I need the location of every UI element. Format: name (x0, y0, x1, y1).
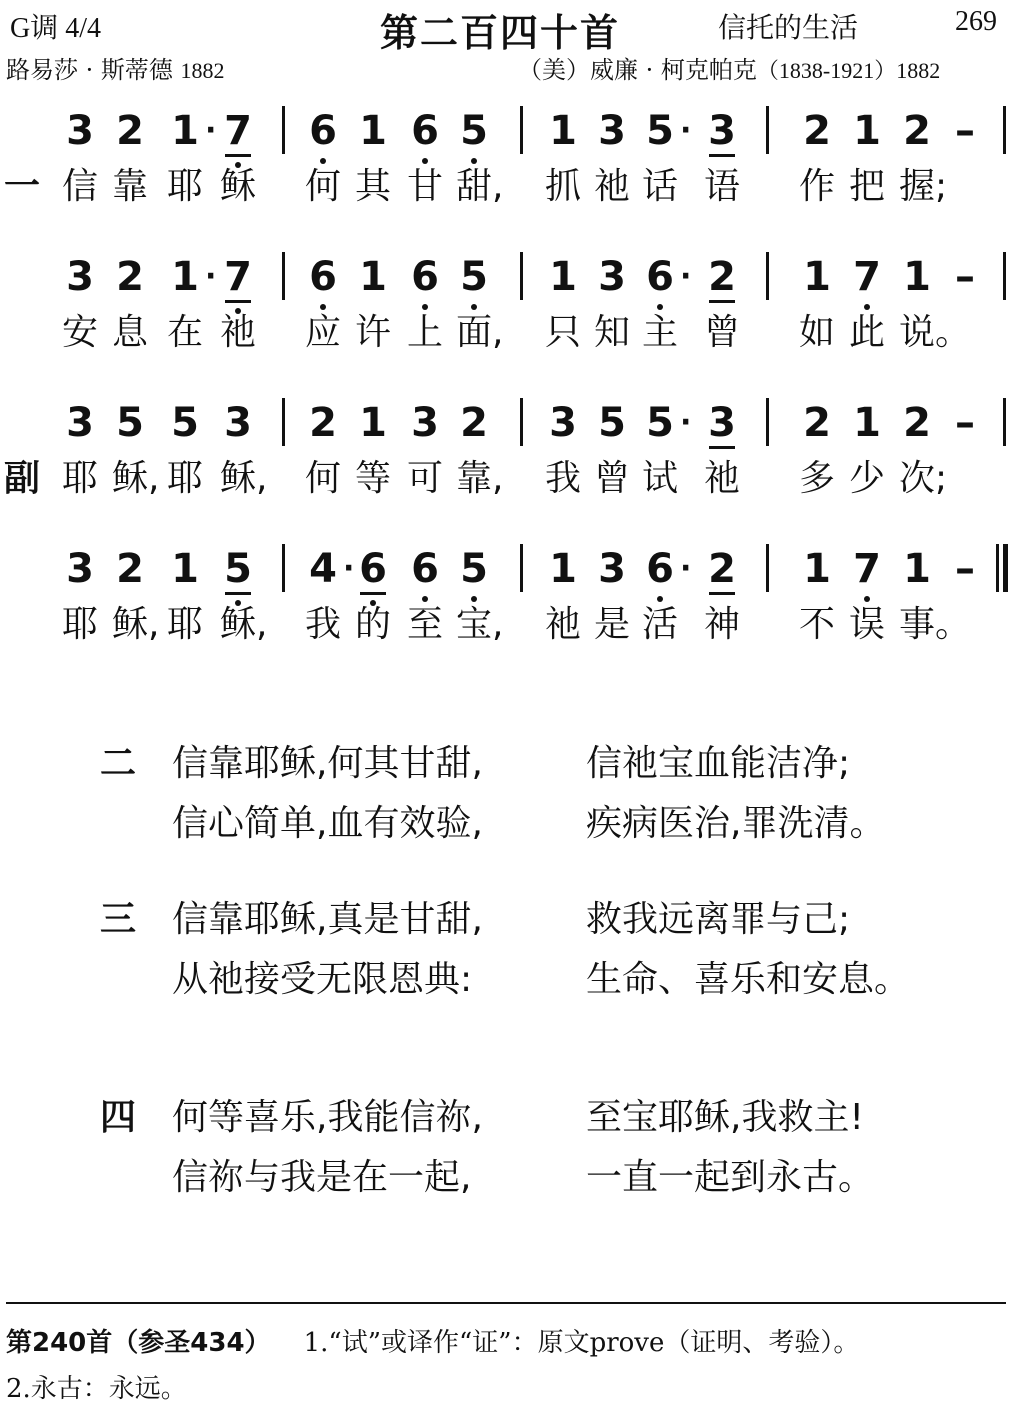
note-digit: 5 (646, 400, 674, 446)
barline (520, 252, 523, 300)
lyric-syllable: 曾 (594, 458, 631, 499)
lyric-syllable: 靠, (456, 458, 504, 499)
lyric-syllable: 稣, (220, 604, 268, 645)
hold-dash: – (955, 254, 975, 300)
augmentation-dot: · (680, 405, 692, 440)
lyric-syllable: 次; (899, 458, 948, 499)
footnote-ref: 第240首（参圣434） (6, 1328, 271, 1358)
lyricist-year: 1882 (180, 58, 225, 83)
lyric-syllable: 把 (849, 166, 886, 207)
composer-dates: （1838-1921）1882 (756, 58, 941, 83)
lyric-syllable: 靠 (112, 166, 149, 207)
verse-line-second-half: 生命、喜乐和安息。 (586, 959, 911, 1000)
note-digit: 2 (309, 400, 337, 446)
verse-number: 三 (100, 899, 137, 940)
eighth-underline (360, 592, 386, 595)
eighth-underline (709, 154, 735, 157)
note-digit: 2 (116, 108, 144, 154)
lyric-syllable: 耶 (62, 458, 99, 499)
low-octave-dot (471, 596, 477, 602)
hold-dash: – (955, 400, 975, 446)
note-digit: 3 (708, 400, 736, 446)
lyric-syllable: 甜, (456, 166, 504, 207)
note-digit: 3 (66, 400, 94, 446)
note-digit: 5 (460, 254, 488, 300)
augmentation-dot: · (680, 259, 692, 294)
barline (282, 398, 285, 446)
note-digit: 2 (460, 400, 488, 446)
lyric-syllable: 少 (849, 458, 886, 499)
footnote-2: 2.永古：永远。 (6, 1374, 187, 1404)
barline (520, 106, 523, 154)
note-digit: 7 (853, 254, 881, 300)
lyric-syllable: 耶 (167, 458, 204, 499)
barline (282, 252, 285, 300)
note-digit: 2 (803, 400, 831, 446)
lyric-syllable: 宝, (456, 604, 504, 645)
lyric-syllable: 在 (167, 312, 204, 353)
lyric-syllable: 只 (545, 312, 582, 353)
lyric-syllable: 等 (355, 458, 392, 499)
note-digit: 3 (66, 254, 94, 300)
lyric-syllable: 多 (799, 458, 836, 499)
lyric-syllable: 至 (407, 604, 444, 645)
lyric-syllable: 说。 (899, 312, 972, 353)
lyric-syllable: 语 (704, 166, 741, 207)
note-digit: 4 (309, 546, 337, 592)
low-octave-dot (864, 304, 870, 310)
verse-line-first-half: 信心简单,血有效验, (172, 803, 483, 844)
note-digit: 6 (411, 546, 439, 592)
lyric-syllable: 上 (407, 312, 444, 353)
lyric-syllable: 许 (355, 312, 392, 353)
note-digit: 2 (708, 546, 736, 592)
lyric-syllable: 是 (594, 604, 631, 645)
key-time-signature: G调 4/4 (10, 13, 102, 44)
eighth-underline (225, 154, 251, 157)
note-digit: 3 (598, 108, 626, 154)
footnote-divider (6, 1302, 1006, 1304)
note-digit: 5 (171, 400, 199, 446)
barline (1003, 252, 1006, 300)
note-digit: 6 (309, 254, 337, 300)
note-digit: 2 (803, 108, 831, 154)
augmentation-dot: · (680, 113, 692, 148)
verse-number: 四 (100, 1097, 137, 1138)
composer-name: （美）威廉 · 柯克帕克 (518, 56, 757, 84)
note-digit: 5 (598, 400, 626, 446)
note-digit: 3 (708, 108, 736, 154)
note-digit: 1 (359, 254, 387, 300)
lyric-syllable: 耶 (167, 604, 204, 645)
note-digit: 3 (598, 546, 626, 592)
lyric-syllable: 的 (355, 604, 392, 645)
lyric-syllable: 其 (355, 166, 392, 207)
lyric-syllable: 稣, (220, 458, 268, 499)
lyric-syllable: 作 (799, 166, 836, 207)
low-octave-dot (657, 304, 663, 310)
low-octave-dot (320, 304, 326, 310)
footnote-line-1 (6, 1322, 859, 1359)
barline (282, 544, 285, 592)
lyric-syllable: 祂 (545, 604, 582, 645)
lyric-syllable: 祂 (594, 166, 631, 207)
lyric-syllable: 知 (594, 312, 631, 353)
footnote-1: 1.“试”或译作“证”：原文prove（证明、考验）。 (303, 1328, 860, 1358)
barline (282, 106, 285, 154)
lyricist-name: 路易莎 · 斯蒂德 (6, 56, 173, 84)
verse-line-first-half: 信靠耶稣,真是甘甜, (172, 899, 483, 940)
final-barline-thin (996, 544, 999, 592)
note-digit: 5 (116, 400, 144, 446)
barline (1003, 106, 1006, 154)
verse-line-second-half: 救我远离罪与己; (586, 899, 851, 940)
note-digit: 2 (708, 254, 736, 300)
note-digit: 5 (646, 108, 674, 154)
lyric-syllable: 稣, (112, 458, 160, 499)
barline (520, 398, 523, 446)
lyric-syllable: 何 (305, 458, 342, 499)
eighth-underline (225, 592, 251, 595)
note-digit: 3 (66, 108, 94, 154)
verse-line-first-half: 何等喜乐,我能信祢, (172, 1097, 483, 1138)
note-digit: 3 (549, 400, 577, 446)
barline (766, 106, 769, 154)
note-digit: 1 (549, 108, 577, 154)
verse-label: 一 (4, 166, 41, 207)
hold-dash: – (955, 546, 975, 592)
hymn-category: 信托的生活 (718, 11, 859, 44)
eighth-underline (709, 446, 735, 449)
barline (766, 544, 769, 592)
lyric-syllable: 此 (849, 312, 886, 353)
eighth-underline (709, 592, 735, 595)
lyric-syllable: 祂 (220, 312, 257, 353)
low-octave-dot (471, 158, 477, 164)
low-octave-dot (864, 596, 870, 602)
verse-line-first-half: 信祢与我是在一起, (172, 1157, 472, 1198)
lyric-syllable: 耶 (167, 166, 204, 207)
low-octave-dot (657, 596, 663, 602)
lyric-syllable: 试 (642, 458, 679, 499)
final-barline-thick (1003, 544, 1008, 592)
barline (766, 252, 769, 300)
lyric-syllable: 误 (849, 604, 886, 645)
verse-line-first-half: 从祂接受无限恩典: (172, 959, 473, 1000)
lyric-syllable: 不 (799, 604, 836, 645)
note-digit: 6 (309, 108, 337, 154)
note-digit: 1 (549, 254, 577, 300)
lyric-syllable: 神 (704, 604, 741, 645)
augmentation-dot: · (343, 551, 355, 586)
low-octave-dot (422, 596, 428, 602)
note-digit: 1 (903, 254, 931, 300)
note-digit: 1 (853, 400, 881, 446)
lyric-syllable: 面, (456, 312, 504, 353)
lyric-syllable: 事。 (899, 604, 972, 645)
lyric-syllable: 甘 (407, 166, 444, 207)
verse-line-first-half: 信靠耶稣,何其甘甜, (172, 743, 483, 784)
lyric-syllable: 我 (305, 604, 342, 645)
lyric-syllable: 信 (62, 166, 99, 207)
low-octave-dot (422, 304, 428, 310)
lyric-syllable: 何 (305, 166, 342, 207)
note-digit: 3 (598, 254, 626, 300)
lyric-syllable: 曾 (704, 312, 741, 353)
note-digit: 1 (549, 546, 577, 592)
augmentation-dot: · (205, 259, 217, 294)
lyric-syllable: 可 (407, 458, 444, 499)
note-digit: 1 (171, 108, 199, 154)
low-octave-dot (422, 158, 428, 164)
verse-line-second-half: 一直一起到永古。 (586, 1157, 875, 1198)
jianpu-score (0, 0, 1027, 700)
lyric-syllable: 稣, (112, 604, 160, 645)
lyric-syllable: 耶 (62, 604, 99, 645)
augmentation-dot: · (680, 551, 692, 586)
lyric-syllable: 如 (799, 312, 836, 353)
low-octave-dot (471, 304, 477, 310)
verse-label: 副 (4, 458, 41, 499)
lyric-syllable: 握; (899, 166, 948, 207)
note-digit: 1 (803, 546, 831, 592)
barline (1003, 398, 1006, 446)
note-digit: 3 (66, 546, 94, 592)
lyric-syllable: 安 (62, 312, 99, 353)
note-digit: 1 (171, 546, 199, 592)
verse-line-second-half: 疾病医治,罪洗清。 (586, 803, 886, 844)
note-digit: 1 (359, 108, 387, 154)
note-digit: 1 (359, 400, 387, 446)
note-digit: 6 (359, 546, 387, 592)
verse-number: 二 (100, 743, 137, 784)
lyric-syllable: 稣 (220, 166, 257, 207)
note-digit: 5 (460, 108, 488, 154)
note-digit: 2 (116, 254, 144, 300)
note-digit: 6 (646, 254, 674, 300)
lyric-syllable: 活 (642, 604, 679, 645)
note-digit: 2 (903, 108, 931, 154)
barline (520, 544, 523, 592)
verse-line-second-half: 信祂宝血能洁净; (586, 743, 851, 784)
note-digit: 1 (803, 254, 831, 300)
lyric-syllable: 主 (642, 312, 679, 353)
low-octave-dot (320, 158, 326, 164)
note-digit: 1 (171, 254, 199, 300)
note-digit: 2 (116, 546, 144, 592)
note-digit: 7 (224, 108, 252, 154)
note-digit: 5 (224, 546, 252, 592)
augmentation-dot: · (205, 113, 217, 148)
note-digit: 5 (460, 546, 488, 592)
note-digit: 2 (903, 400, 931, 446)
barline (766, 398, 769, 446)
lyric-syllable: 话 (642, 166, 679, 207)
lyric-syllable: 息 (112, 312, 149, 353)
verse-line-second-half: 至宝耶稣,我救主! (586, 1097, 864, 1138)
note-digit: 1 (853, 108, 881, 154)
note-digit: 7 (224, 254, 252, 300)
eighth-underline (709, 300, 735, 303)
lyric-syllable: 祂 (704, 458, 741, 499)
note-digit: 6 (646, 546, 674, 592)
note-digit: 3 (411, 400, 439, 446)
note-digit: 1 (903, 546, 931, 592)
page-number: 269 (955, 6, 997, 37)
hymn-title: 第二百四十首 (380, 11, 621, 55)
lyric-syllable: 我 (545, 458, 582, 499)
note-digit: 6 (411, 108, 439, 154)
lyric-syllable: 抓 (545, 166, 582, 207)
note-digit: 6 (411, 254, 439, 300)
lyric-syllable: 应 (305, 312, 342, 353)
hold-dash: – (955, 108, 975, 154)
note-digit: 7 (853, 546, 881, 592)
note-digit: 3 (224, 400, 252, 446)
eighth-underline (225, 300, 251, 303)
